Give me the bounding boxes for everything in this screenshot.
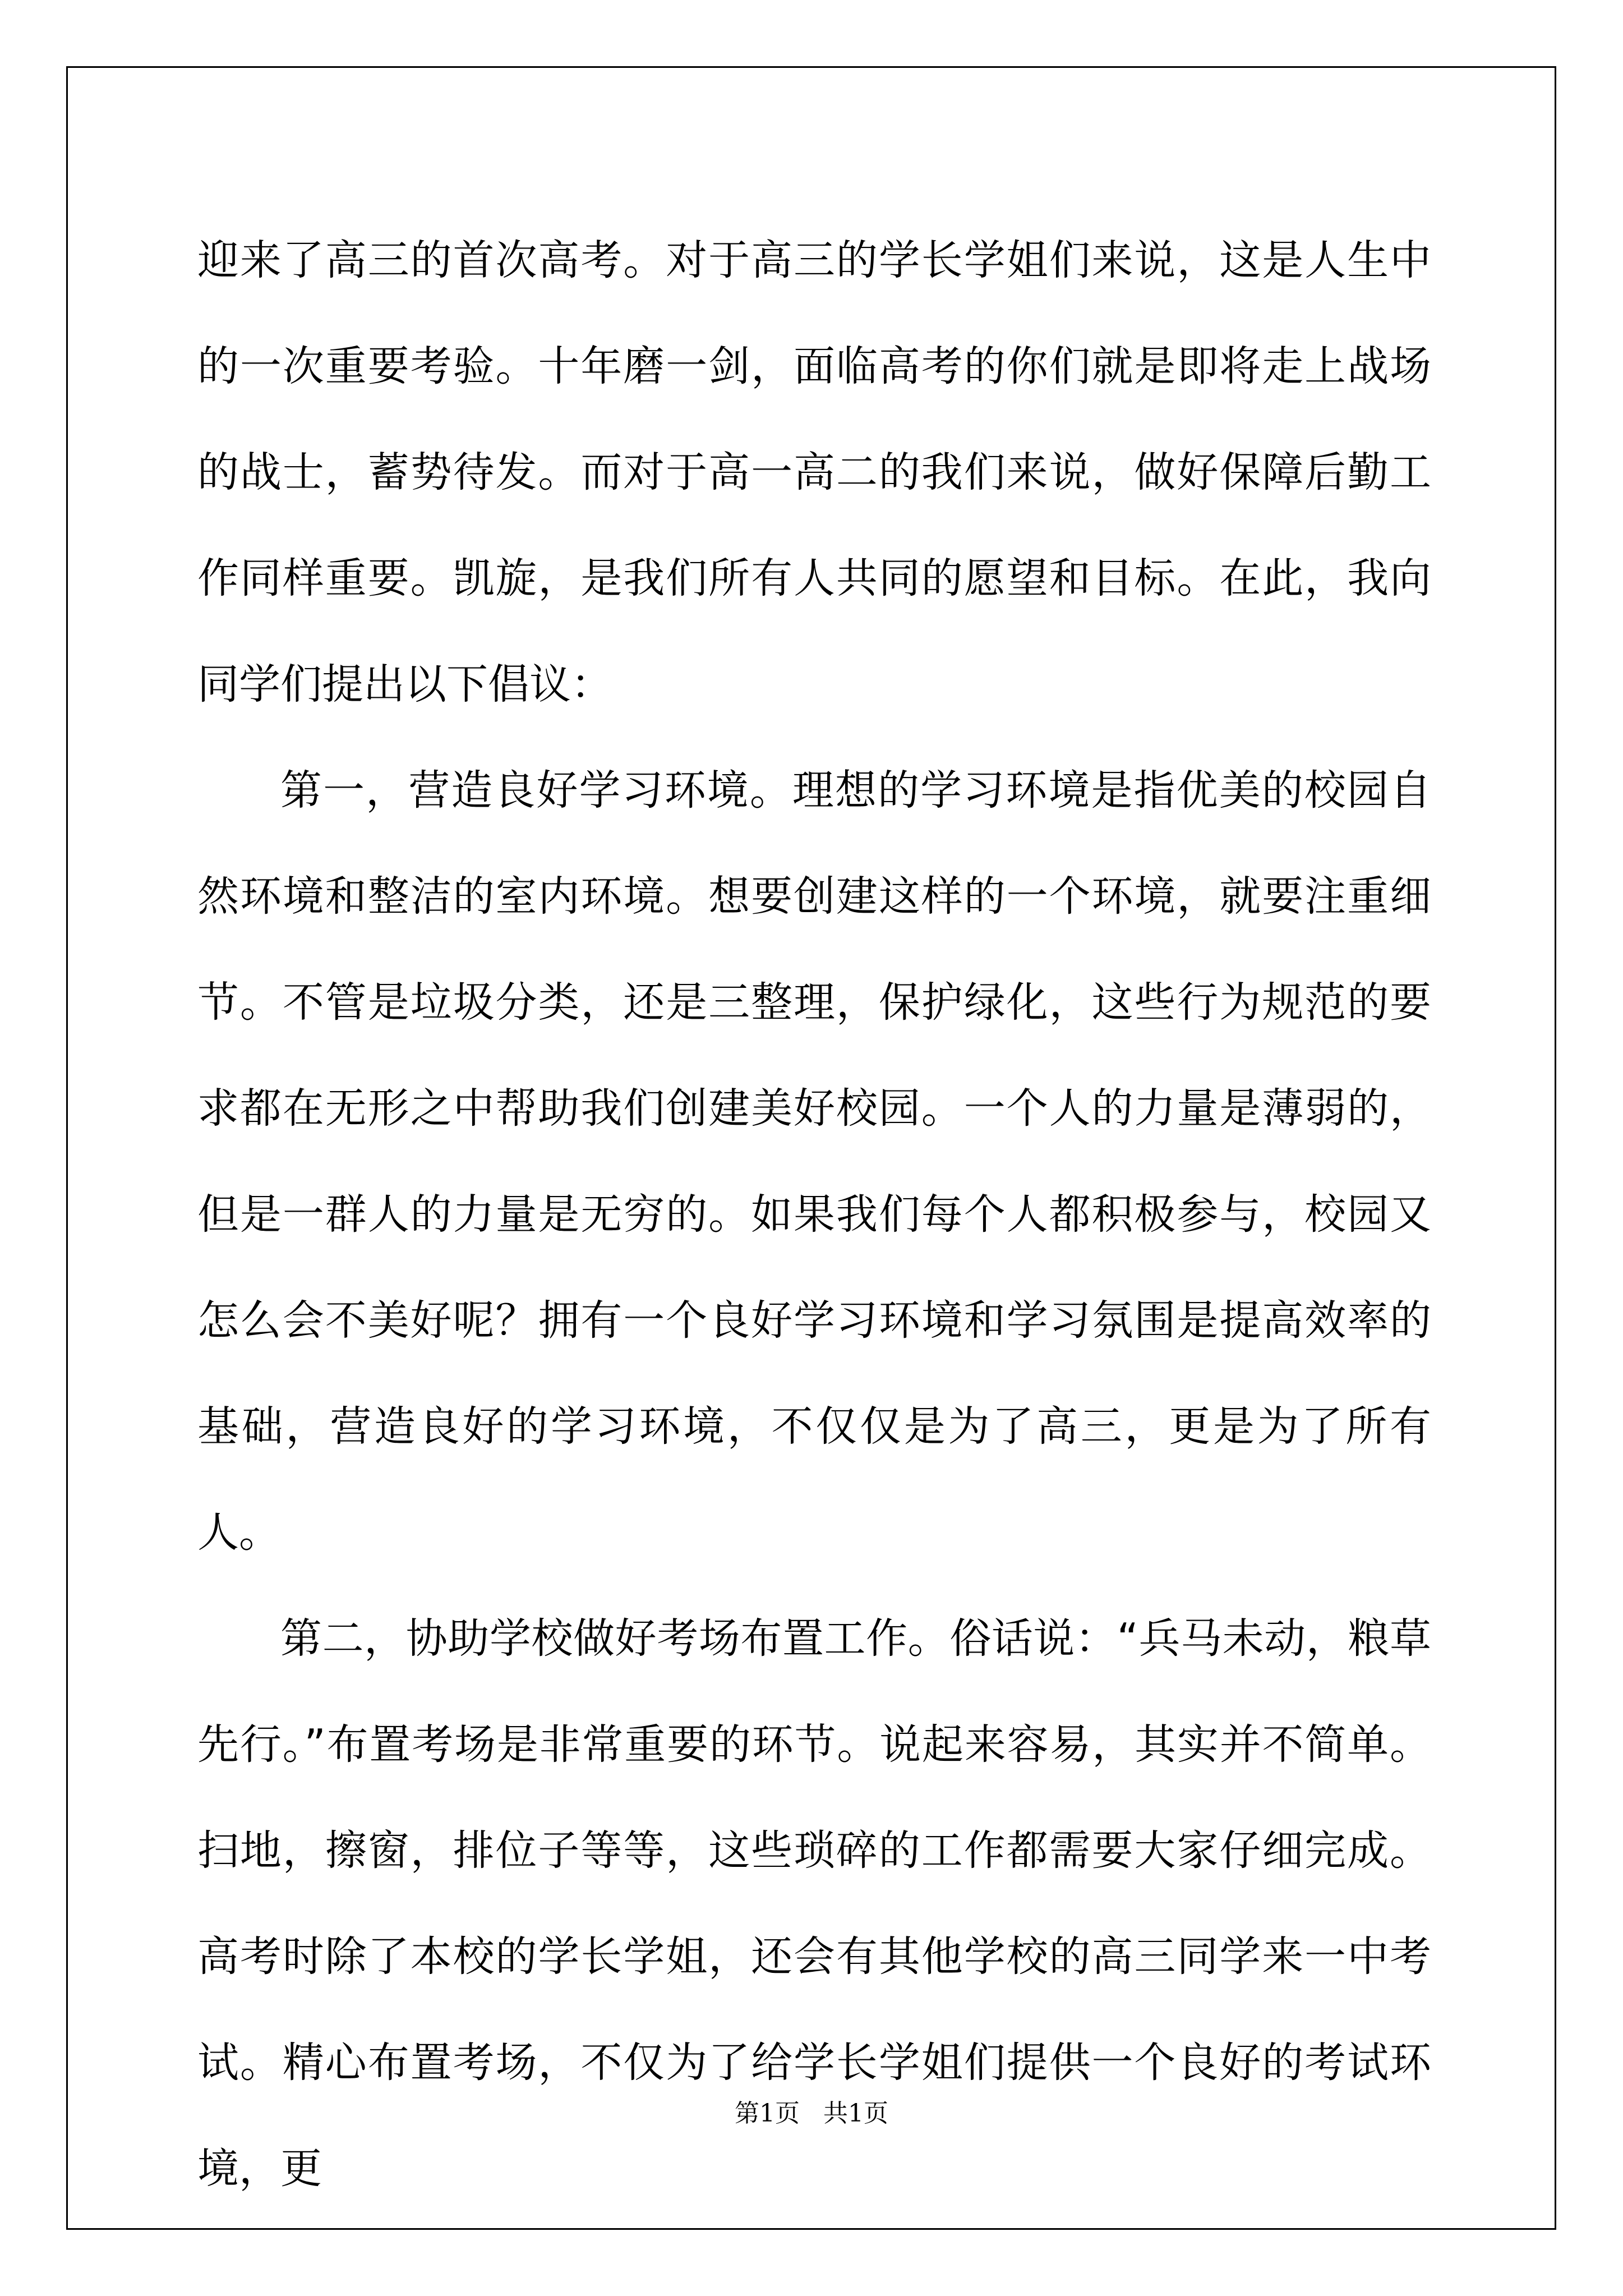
footer-separator <box>800 2099 823 2128</box>
page-total: 共1页 <box>823 2099 888 2128</box>
paragraph-3: 第二，协助学校做好考场布置工作。俗话说：“兵马未动，粮草先行。”布置考场是非常重要的环节。说起来容易，其实并不简单。扫地，擦窗，排位子等等，这些琐碎的工作都需要大家仔细完成。高考时除了本校的学长学姐，还会有其他学校的高三同学来一中考试。精心布置考场，不仅为了给学长学姐们提供一个良好的考试环境，更 <box>197 1614 1431 2193</box>
page-footer <box>0 2097 1623 2131</box>
page-number: 第1页 <box>735 2099 800 2128</box>
paragraph-2: 第一，营造良好学习环境。理想的学习环境是指优美的校园自然环境和整洁的室内环境。想要创建这样的一个环境，就要注重细节。不管是垃圾分类，还是三整理，保护绿化，这些行为规范的要求都在无形之中帮助我们创建美好校园。一个人的力量是薄弱的，但是一群人的力量是无穷的。如果我们每个人都积极参与，校园又怎么会不美好呢？拥有一个良好学习环境和学习氛围是提高效率的基础，营造良好的学习环境，不仅仅是为了高三，更是为了所有人。 <box>197 766 1431 1557</box>
document-body <box>197 208 1431 2222</box>
paragraph-1: 迎来了高三的首次高考。对于高三的学长学姐们来说，这是人生中的一次重要考验。十年磨一剑，面临高考的你们就是即将走上战场的战士，蓄势待发。而对于高一高二的我们来说，做好保障后勤工作同样重要。凯旋，是我们所有人共同的愿望和目标。在此，我向同学们提出以下倡议： <box>197 236 1431 708</box>
